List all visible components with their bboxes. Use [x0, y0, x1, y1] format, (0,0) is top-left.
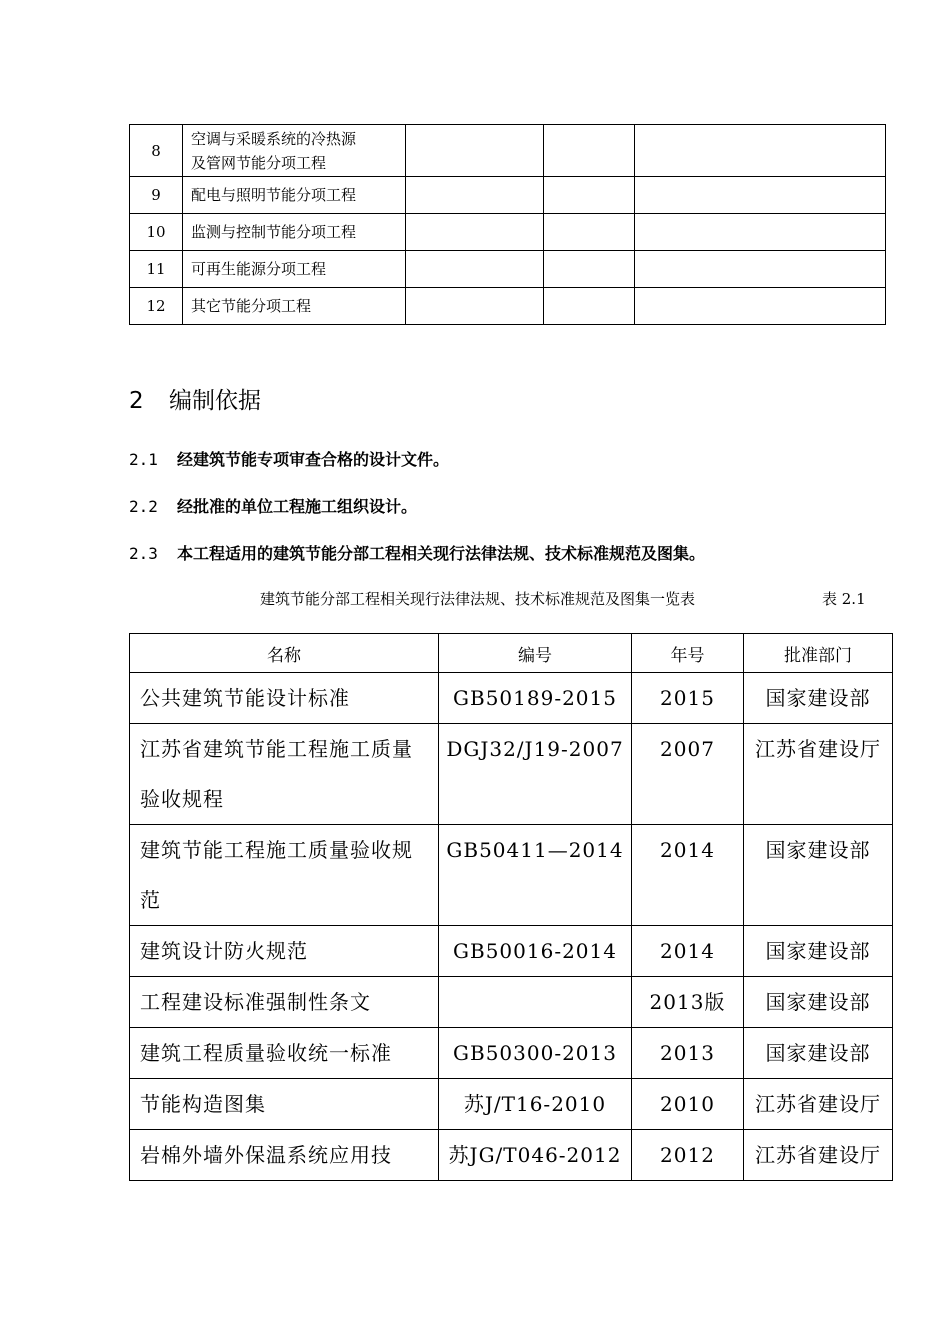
row-number: 8 — [130, 125, 183, 177]
standard-code: GB50016-2014 — [439, 926, 632, 977]
standard-year: 2014 — [632, 825, 744, 926]
standard-name: 建筑节能工程施工质量验收规范 — [130, 825, 439, 926]
standard-code: GB50189-2015 — [439, 673, 632, 724]
column-header: 年号 — [632, 634, 744, 673]
subitem-table — [129, 124, 886, 325]
standard-year: 2010 — [632, 1079, 744, 1130]
table-row — [130, 214, 886, 251]
standard-name: 建筑设计防火规范 — [130, 926, 439, 977]
empty-cell — [406, 177, 544, 214]
approving-dept: 江苏省建设厅 — [744, 724, 893, 825]
approving-dept: 国家建设部 — [744, 926, 893, 977]
table-row — [130, 288, 886, 325]
row-name: 监测与控制节能分项工程 — [183, 214, 406, 251]
approving-dept: 国家建设部 — [744, 825, 893, 926]
column-header: 名称 — [130, 634, 439, 673]
empty-cell — [544, 125, 635, 177]
row-name: 可再生能源分项工程 — [183, 251, 406, 288]
table-row — [130, 1079, 893, 1130]
row-number: 10 — [130, 214, 183, 251]
section-number: 2 — [129, 388, 144, 414]
standards-table — [129, 633, 893, 1181]
empty-cell — [544, 251, 635, 288]
table-row — [130, 1130, 893, 1181]
subsection — [129, 494, 417, 517]
row-name: 配电与照明节能分项工程 — [183, 177, 406, 214]
table-number: 表 2.1 — [822, 590, 866, 608]
approving-dept: 国家建设部 — [744, 977, 893, 1028]
approving-dept: 国家建设部 — [744, 673, 893, 724]
standard-name: 江苏省建筑节能工程施工质量验收规程 — [130, 724, 439, 825]
table-caption: 建筑节能分部工程相关现行法律法规、技术标准规范及图集一览表 — [260, 590, 696, 608]
empty-cell — [406, 288, 544, 325]
empty-cell — [406, 251, 544, 288]
standard-code: 苏J/T16-2010 — [439, 1079, 632, 1130]
table-row — [130, 125, 886, 177]
empty-cell — [635, 125, 886, 177]
standard-name: 节能构造图集 — [130, 1079, 439, 1130]
empty-cell — [544, 177, 635, 214]
subsection — [129, 447, 449, 470]
standard-code: GB50300-2013 — [439, 1028, 632, 1079]
empty-cell — [544, 214, 635, 251]
empty-cell — [544, 288, 635, 325]
standard-year: 2007 — [632, 724, 744, 825]
table-row — [130, 673, 893, 724]
standard-code: DGJ32/J19-2007 — [439, 724, 632, 825]
standard-code: GB50411—2014 — [439, 825, 632, 926]
table-row — [130, 251, 886, 288]
standard-name: 工程建设标准强制性条文 — [130, 977, 439, 1028]
table-row — [130, 724, 893, 825]
approving-dept: 国家建设部 — [744, 1028, 893, 1079]
row-name — [183, 125, 406, 177]
approving-dept: 江苏省建设厅 — [744, 1130, 893, 1181]
standard-code — [439, 977, 632, 1028]
empty-cell — [635, 214, 886, 251]
standard-year: 2013版 — [632, 977, 744, 1028]
subsection-text: 经批准的单位工程施工组织设计。 — [177, 497, 418, 516]
empty-cell — [635, 288, 886, 325]
empty-cell — [635, 251, 886, 288]
standard-name: 公共建筑节能设计标准 — [130, 673, 439, 724]
row-name-line: 及管网节能分项工程 — [191, 153, 327, 172]
row-name-line: 空调与采暖系统的冷热源 — [191, 129, 357, 148]
row-number: 9 — [130, 177, 183, 214]
empty-cell — [635, 177, 886, 214]
standard-code: 苏JG/T046-2012 — [439, 1130, 632, 1181]
column-header: 批准部门 — [744, 634, 893, 673]
standard-name: 建筑工程质量验收统一标准 — [130, 1028, 439, 1079]
subsection — [129, 541, 705, 564]
standard-year: 2013 — [632, 1028, 744, 1079]
empty-cell — [406, 214, 544, 251]
table-row — [130, 825, 893, 926]
subsection-text: 经建筑节能专项审查合格的设计文件。 — [177, 450, 450, 469]
section-title: 编制依据 — [169, 388, 261, 414]
section-heading — [129, 382, 261, 415]
approving-dept: 江苏省建设厅 — [744, 1079, 893, 1130]
table-header-row — [130, 634, 893, 673]
subsection-number: 2.1 — [129, 450, 158, 469]
row-name: 其它节能分项工程 — [183, 288, 406, 325]
row-number: 11 — [130, 251, 183, 288]
table-row — [130, 977, 893, 1028]
column-header: 编号 — [439, 634, 632, 673]
subsection-number: 2.2 — [129, 497, 158, 516]
row-number: 12 — [130, 288, 183, 325]
standard-name: 岩棉外墙外保温系统应用技 — [130, 1130, 439, 1181]
subsection-number: 2.3 — [129, 544, 158, 563]
standard-year: 2015 — [632, 673, 744, 724]
standard-year: 2014 — [632, 926, 744, 977]
table-row — [130, 926, 893, 977]
table-row — [130, 1028, 893, 1079]
standard-year: 2012 — [632, 1130, 744, 1181]
table-row — [130, 177, 886, 214]
subsection-text: 本工程适用的建筑节能分部工程相关现行法律法规、技术标准规范及图集。 — [177, 544, 706, 563]
empty-cell — [406, 125, 544, 177]
